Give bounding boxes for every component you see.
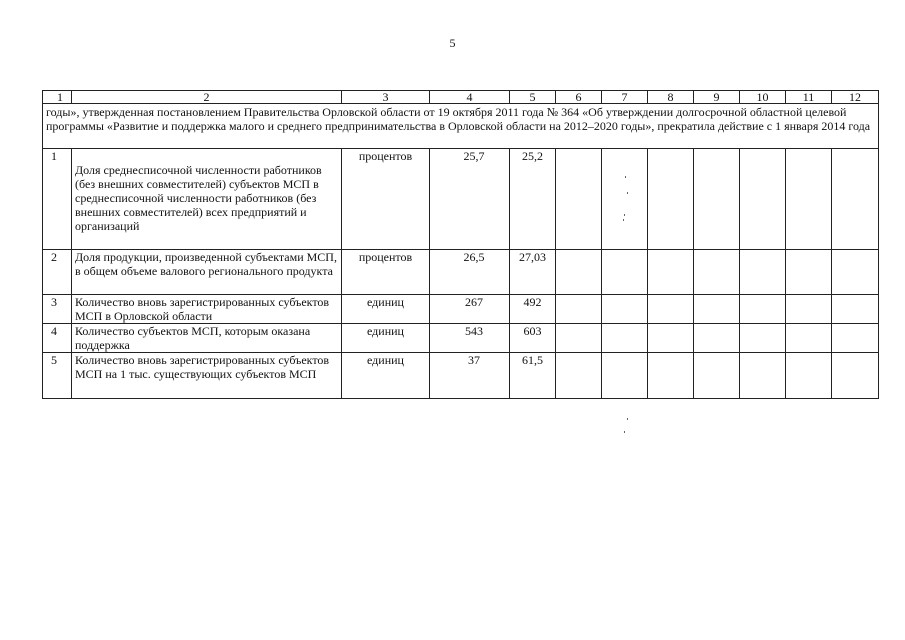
indicator-unit: процентов	[342, 250, 430, 295]
empty-cell	[648, 250, 694, 295]
empty-cell	[556, 149, 602, 250]
indicator-name: Количество вновь зарегистрированных субъектов МСП на 1 тыс. существующих субъектов МСП	[72, 353, 342, 399]
empty-cell	[786, 324, 832, 353]
empty-cell	[602, 149, 648, 250]
table-row	[43, 250, 879, 295]
value-col-5: 61,5	[510, 353, 556, 399]
table-row	[43, 353, 879, 399]
empty-cell	[832, 324, 879, 353]
empty-cell	[602, 295, 648, 324]
value-col-4: 37	[430, 353, 510, 399]
empty-cell	[602, 250, 648, 295]
empty-cell	[694, 250, 740, 295]
empty-cell	[740, 149, 786, 250]
empty-cell	[556, 353, 602, 399]
indicator-unit: единиц	[342, 295, 430, 324]
empty-cell	[786, 295, 832, 324]
column-header-8: 8	[648, 91, 694, 104]
empty-cell	[832, 295, 879, 324]
scan-speck	[624, 214, 625, 216]
empty-cell	[556, 295, 602, 324]
scan-speck	[624, 431, 625, 433]
scan-speck	[627, 418, 628, 420]
empty-cell	[648, 149, 694, 250]
column-header-2: 2	[72, 91, 342, 104]
column-header-11: 11	[786, 91, 832, 104]
column-header-12: 12	[832, 91, 879, 104]
scan-speck	[623, 219, 624, 221]
column-header-1: 1	[43, 91, 72, 104]
column-header-row	[43, 91, 879, 104]
row-index: 3	[43, 295, 72, 324]
value-col-5: 27,03	[510, 250, 556, 295]
empty-cell	[648, 295, 694, 324]
indicator-unit: единиц	[342, 324, 430, 353]
row-index: 5	[43, 353, 72, 399]
value-col-4: 26,5	[430, 250, 510, 295]
empty-cell	[648, 324, 694, 353]
indicator-name: Количество субъектов МСП, которым оказана поддержка	[72, 324, 342, 353]
table-row	[43, 149, 879, 250]
empty-cell	[740, 324, 786, 353]
indicator-unit: процентов	[342, 149, 430, 250]
column-header-9: 9	[694, 91, 740, 104]
value-col-4: 25,7	[430, 149, 510, 250]
note-row	[43, 104, 879, 149]
empty-cell	[694, 324, 740, 353]
empty-cell	[740, 353, 786, 399]
value-col-4: 267	[430, 295, 510, 324]
column-header-4: 4	[430, 91, 510, 104]
empty-cell	[694, 353, 740, 399]
indicator-name: Количество вновь зарегистрированных субъектов МСП в Орловской области	[72, 295, 342, 324]
scan-speck	[627, 192, 628, 194]
note-text: годы», утвержденная постановлением Правительства Орловской области от 19 октября 2011 года № 364 «Об утверждении долгосрочной областной целевой программы «Развитие и поддержка малого и среднего предпринимательства в Орловской области на 2012–2020 годы», прекратила действие с 1 января 2014 года	[43, 104, 879, 149]
page-number: 5	[449, 36, 456, 50]
column-header-3: 3	[342, 91, 430, 104]
empty-cell	[556, 250, 602, 295]
table-row	[43, 295, 879, 324]
column-header-5: 5	[510, 91, 556, 104]
row-index: 4	[43, 324, 72, 353]
empty-cell	[832, 250, 879, 295]
empty-cell	[786, 149, 832, 250]
row-index: 2	[43, 250, 72, 295]
indicators-table	[42, 90, 879, 399]
empty-cell	[832, 149, 879, 250]
empty-cell	[556, 324, 602, 353]
value-col-5: 25,2	[510, 149, 556, 250]
empty-cell	[832, 353, 879, 399]
empty-cell	[602, 324, 648, 353]
empty-cell	[694, 149, 740, 250]
empty-cell	[694, 295, 740, 324]
row-index: 1	[43, 149, 72, 250]
empty-cell	[740, 250, 786, 295]
empty-cell	[602, 353, 648, 399]
value-col-5: 603	[510, 324, 556, 353]
empty-cell	[648, 353, 694, 399]
value-col-4: 543	[430, 324, 510, 353]
empty-cell	[740, 295, 786, 324]
column-header-7: 7	[602, 91, 648, 104]
indicator-unit: единиц	[342, 353, 430, 399]
column-header-10: 10	[740, 91, 786, 104]
indicator-name: Доля продукции, произведенной субъектами МСП, в общем объеме валового регионального продукта	[72, 250, 342, 295]
table-row	[43, 324, 879, 353]
empty-cell	[786, 353, 832, 399]
indicator-name: Доля среднесписочной численности работников (без внешних совместителей) субъектов МСП в среднесписочной численности работников (без внешних совместителей) всех предприятий и организаций	[72, 149, 342, 250]
scan-speck	[625, 176, 626, 178]
column-header-6: 6	[556, 91, 602, 104]
value-col-5: 492	[510, 295, 556, 324]
empty-cell	[786, 250, 832, 295]
